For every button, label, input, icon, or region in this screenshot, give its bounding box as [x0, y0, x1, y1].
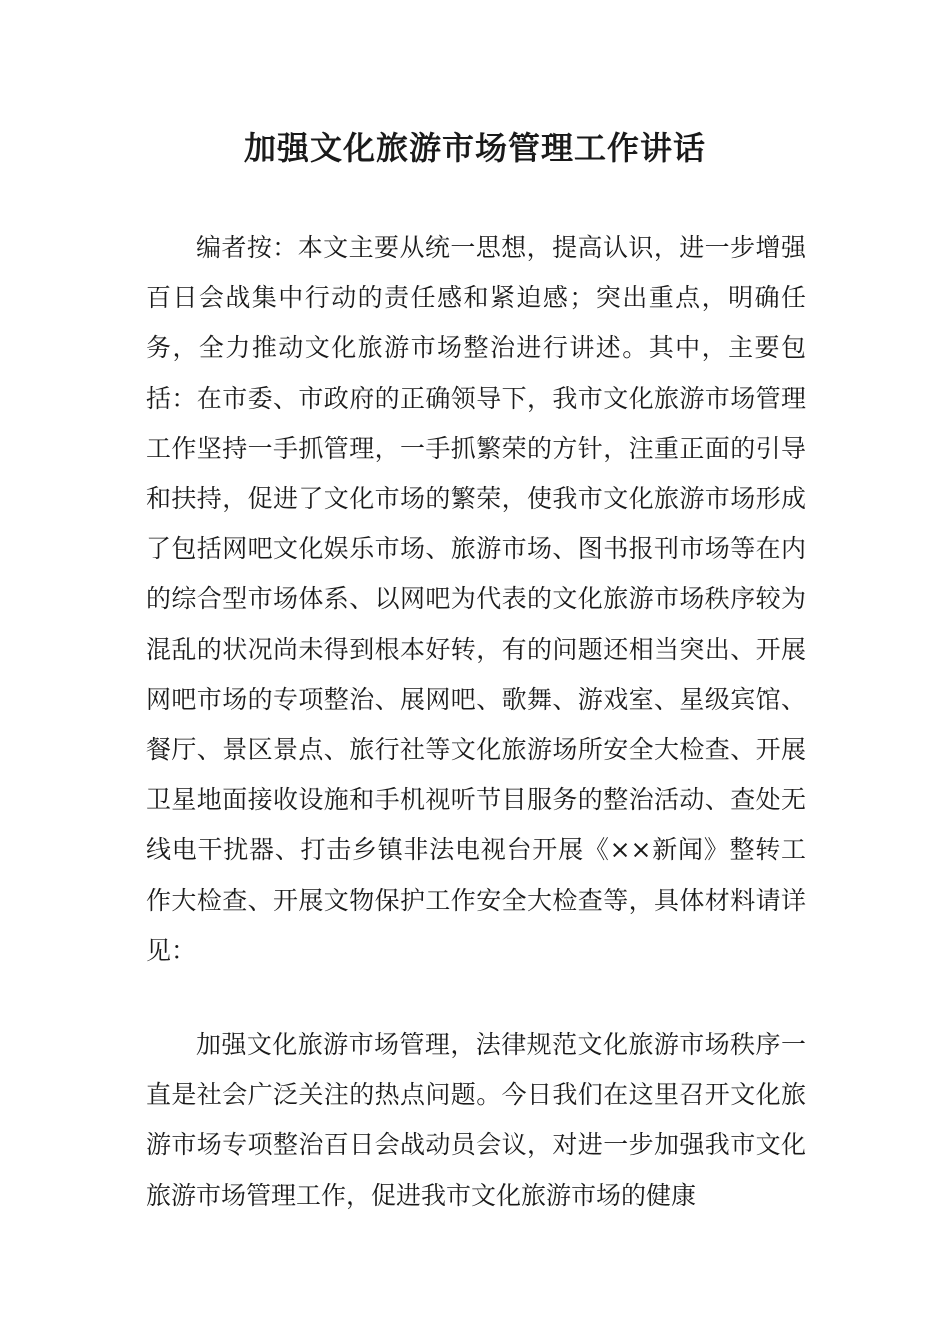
editor-note-paragraph: 编者按：本文主要从统一思想，提高认识，进一步增强百日会战集中行动的责任感和紧迫感；突出重点，明确任务，全力推动文化旅游市场整治进行讲述。其中，主要包括：在市委、市政府的正确领导下，我市文化旅游市场管理工作坚持一手抓管理，一手抓繁荣的方针，注重正面的引导和扶持，促进了文化市场的繁荣，使我市文化旅游市场形成了包括网吧文化娱乐市场、旅游市场、图书报刊市场等在内的综合型市场体系、以网吧为代表的文化旅游市场秩序较为混乱的状况尚未得到根本好转，有的问题还相当突出、开展网吧市场的专项整治、展网吧、歌舞、游戏室、星级宾馆、餐厅、景区景点、旅行社等文化旅游场所安全大检查、开展卫星地面接收设施和手机视听节目服务的整治活动、查处无线电干扰器、打击乡镇非法电视台开展《××新闻》整转工作大检查、开展文物保护工作安全大检查等，具体材料请详见：	[146, 233, 806, 965]
body-paragraph: 加强文化旅游市场管理，法律规范文化旅游市场秩序一直是社会广泛关注的热点问题。今日我们在这里召开文化旅游市场专项整治百日会战动员会议，对进一步加强我市文化旅游市场管理工作，促进我市文化旅游市场的健康	[146, 1030, 806, 1210]
document-title: 加强文化旅游市场管理工作讲话	[243, 129, 706, 167]
